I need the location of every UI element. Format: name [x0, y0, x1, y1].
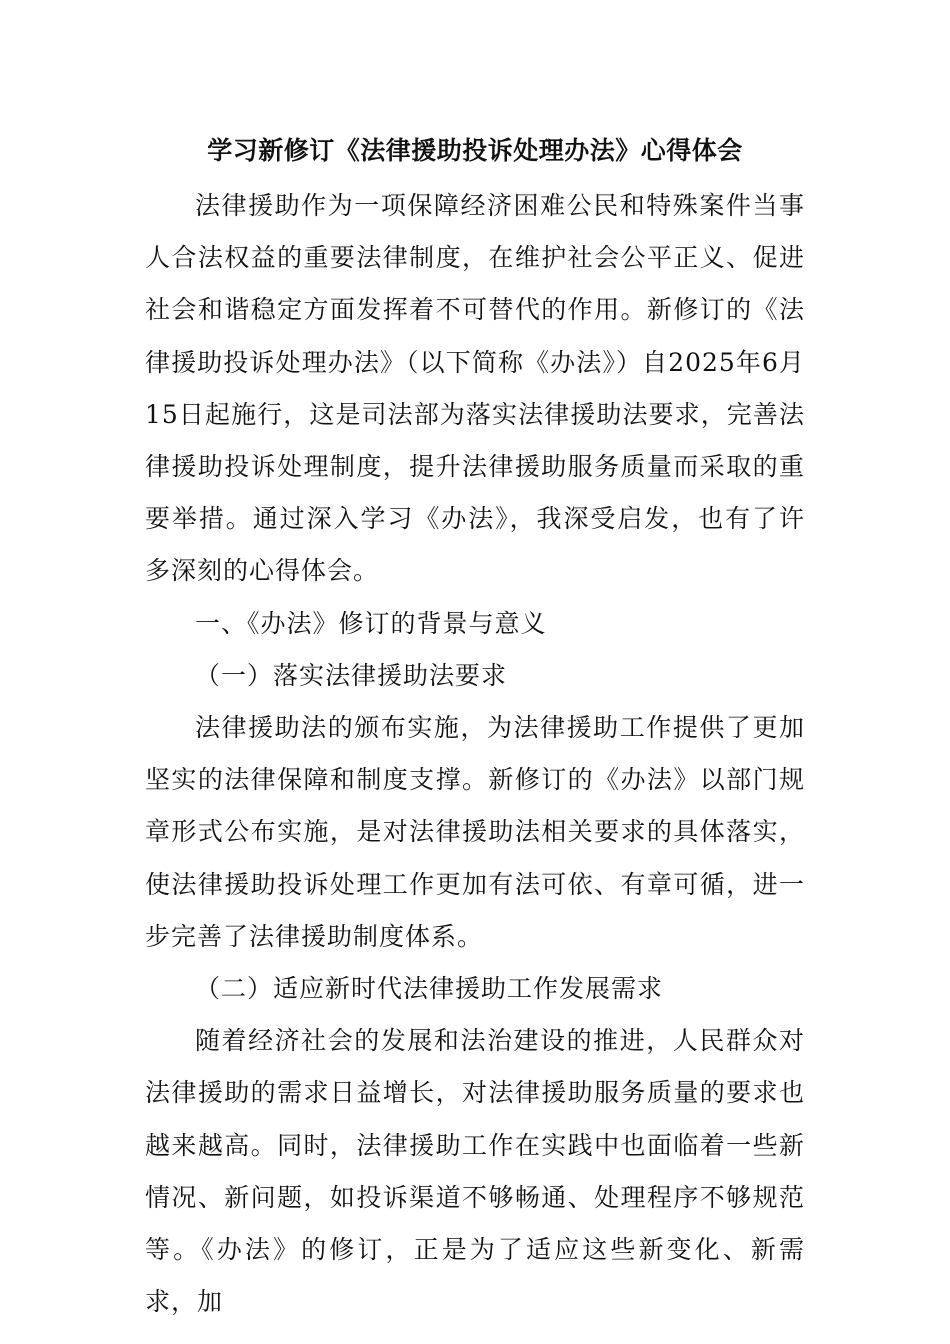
subsection-heading-2: （二）适应新时代法律援助工作发展需求	[195, 974, 664, 1004]
intro-paragraph: 法律援助作为一项保障经济困难公民和特殊案件当事人合法权益的重要法律制度，在维护社会公平正义、促进社会和谐稳定方面发挥着不可替代的作用。新修订的《法律援助投诉处理办法》（以下简称《办法》）自2025年6月15日起施行，这是司法部为落实法律援助法要求，完善法律援助投诉处理制度，提升法律援助服务质量而采取的重要举措。通过深入学习《办法》，我深受启发，也有了许多深刻的心得体会。	[145, 191, 805, 586]
subsection-heading-1: （一）落实法律援助法要求	[195, 660, 508, 690]
section-heading-1: 一、《办法》修订的背景与意义	[195, 608, 547, 638]
document-body	[145, 128, 805, 1328]
subsection-paragraph-2: 随着经济社会的发展和法治建设的推进，人民群众对法律援助的需求日益增长，对法律援助服务质量的要求也越来越高。同时，法律援助工作在实践中也面临着一些新情况、新问题，如投诉渠道不够畅通、处理程序不够规范等。《办法》的修订，正是为了适应这些新变化、新需求，加	[145, 1026, 805, 1317]
subsection-paragraph-1: 法律援助法的颁布实施，为法律援助工作提供了更加坚实的法律保障和制度支撑。新修订的《办法》以部门规章形式公布实施，是对法律援助法相关要求的具体落实，使法律援助投诉处理工作更加有法可依、有章可循，进一步完善了法律援助制度体系。	[145, 713, 805, 951]
document-title: 学习新修订《法律援助投诉处理办法》心得体会	[207, 136, 743, 165]
